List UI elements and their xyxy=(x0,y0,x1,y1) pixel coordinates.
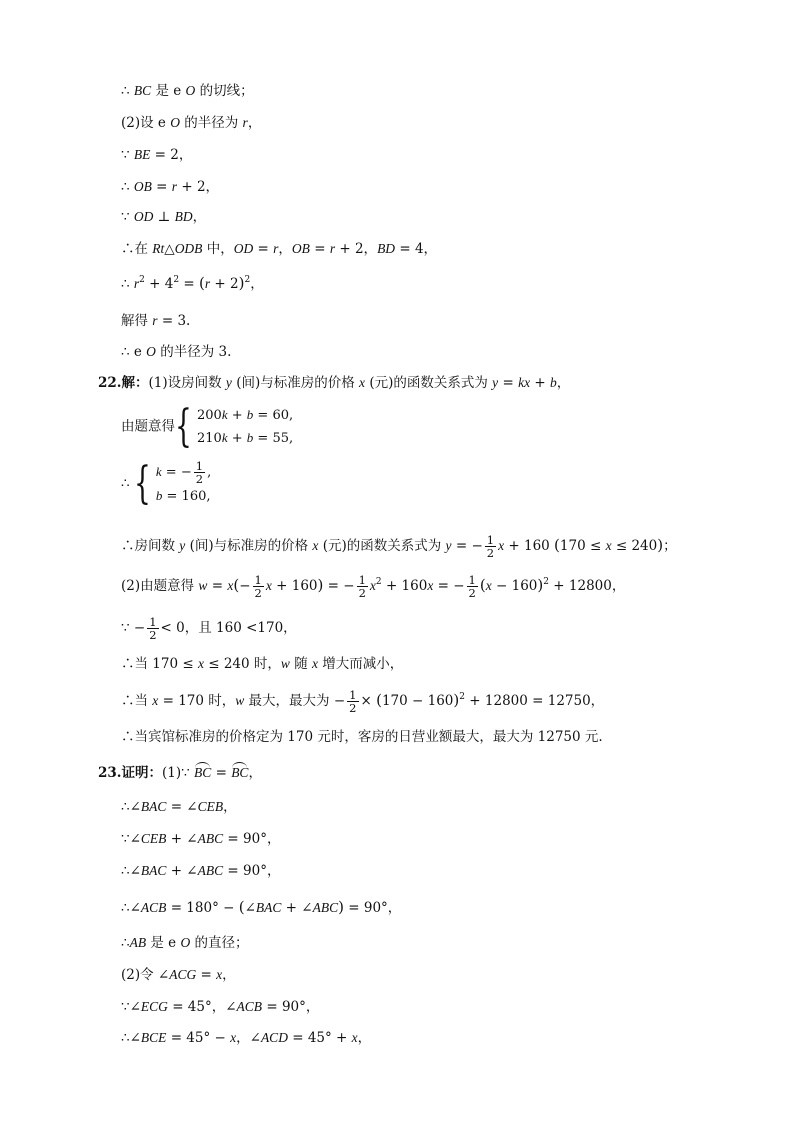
line-bac-abc-sum: ∴∠BAC + ∠ABC = 90°， xyxy=(121,863,281,879)
line-bce-acd: ∴∠BCE = 45° − x，∠ACD = 45° + x， xyxy=(121,1030,372,1046)
line-ecg-acb: ∵∠ECG = 45°，∠ACB = 90°， xyxy=(121,999,320,1015)
line-max-value: ∴当 x = 170 时，w 最大，最大为 − $\frac{1}{2}$ × $(170 - 160)^2 + 12800 = 12750$， xyxy=(121,688,605,715)
line-coefficient-negative: ∵ − $\frac{1}{2}$ < 0，且 160 <170， xyxy=(121,615,297,642)
line-w-expression: (2)由题意得 w = x(− $\frac{1}{2}$ x + 160) = − $\frac{1}{2}$ $x^2 + 160x$ = − $\frac{1}{2}$ $(x - 160)^2 + 12800$， xyxy=(121,573,626,600)
line-decreasing: ∴当 170 ≤ x ≤ 240 时，w 随 x 增大而减小， xyxy=(121,656,404,672)
line-angle-bac-ceb: ∴∠BAC = ∠CEB， xyxy=(121,799,237,815)
line-ceb-abc-sum: ∵∠CEB + ∠ABC = 90°， xyxy=(121,831,281,847)
line-q22-conclusion: ∴当宾馆标准房的价格定为 170 元时，客房的日营业额最大，最大为 12750 元. xyxy=(121,729,603,745)
line-function-expression: ∴房间数 y (间)与标准房的价格 x (元)的函数关系式为 y = − $\frac{1}{2}$ x + 160 (170 ≤ x ≤ 240)； xyxy=(121,533,677,560)
line-bc-tangent: ∴ BC 是 e O 的切线； xyxy=(121,83,254,99)
line-ab-diameter: ∴AB 是 e O 的直径； xyxy=(121,935,249,951)
line-let-acg: (2)令 ∠ACG = x， xyxy=(121,967,236,983)
line-pythagoras: ∴ $r^2 + 4^2 = (r + 2)^2$， xyxy=(121,274,264,292)
line-od-perp-bd: ∵ OD ⊥ BD， xyxy=(121,209,207,225)
line-right-triangle: ∴在 Rt△ODB 中，OD = r，OB = r + 2，BD = 4， xyxy=(121,241,438,257)
line-radius-result: ∴ e O 的半径为 3. xyxy=(121,344,232,360)
line-q22-intro: 22.解：(1)设房间数 y (间)与标准房的价格 x (元)的函数关系式为 y = kx + b， xyxy=(98,375,571,391)
line-ob-value: ∴ OB = r + 2， xyxy=(121,179,220,195)
line-solve-r: 解得 r = 3. xyxy=(121,313,191,329)
line-system-equations: 由题意得{ 200k + b = 60, 210k + b = 55, xyxy=(121,401,294,452)
line-acb-right: ∴∠ACB = 180° − (∠BAC + ∠ABC) = 90°， xyxy=(121,898,402,916)
line-set-radius: (2)设 e O 的半径为 r， xyxy=(121,115,262,131)
line-q23-intro: 23.证明：(1)∵ BC = BC， xyxy=(98,765,262,781)
line-system-solution: ∴ { k = − $\frac{1}{2}$ , b = 160, xyxy=(121,458,212,509)
line-be-value: ∵ BE = 2， xyxy=(121,147,193,163)
